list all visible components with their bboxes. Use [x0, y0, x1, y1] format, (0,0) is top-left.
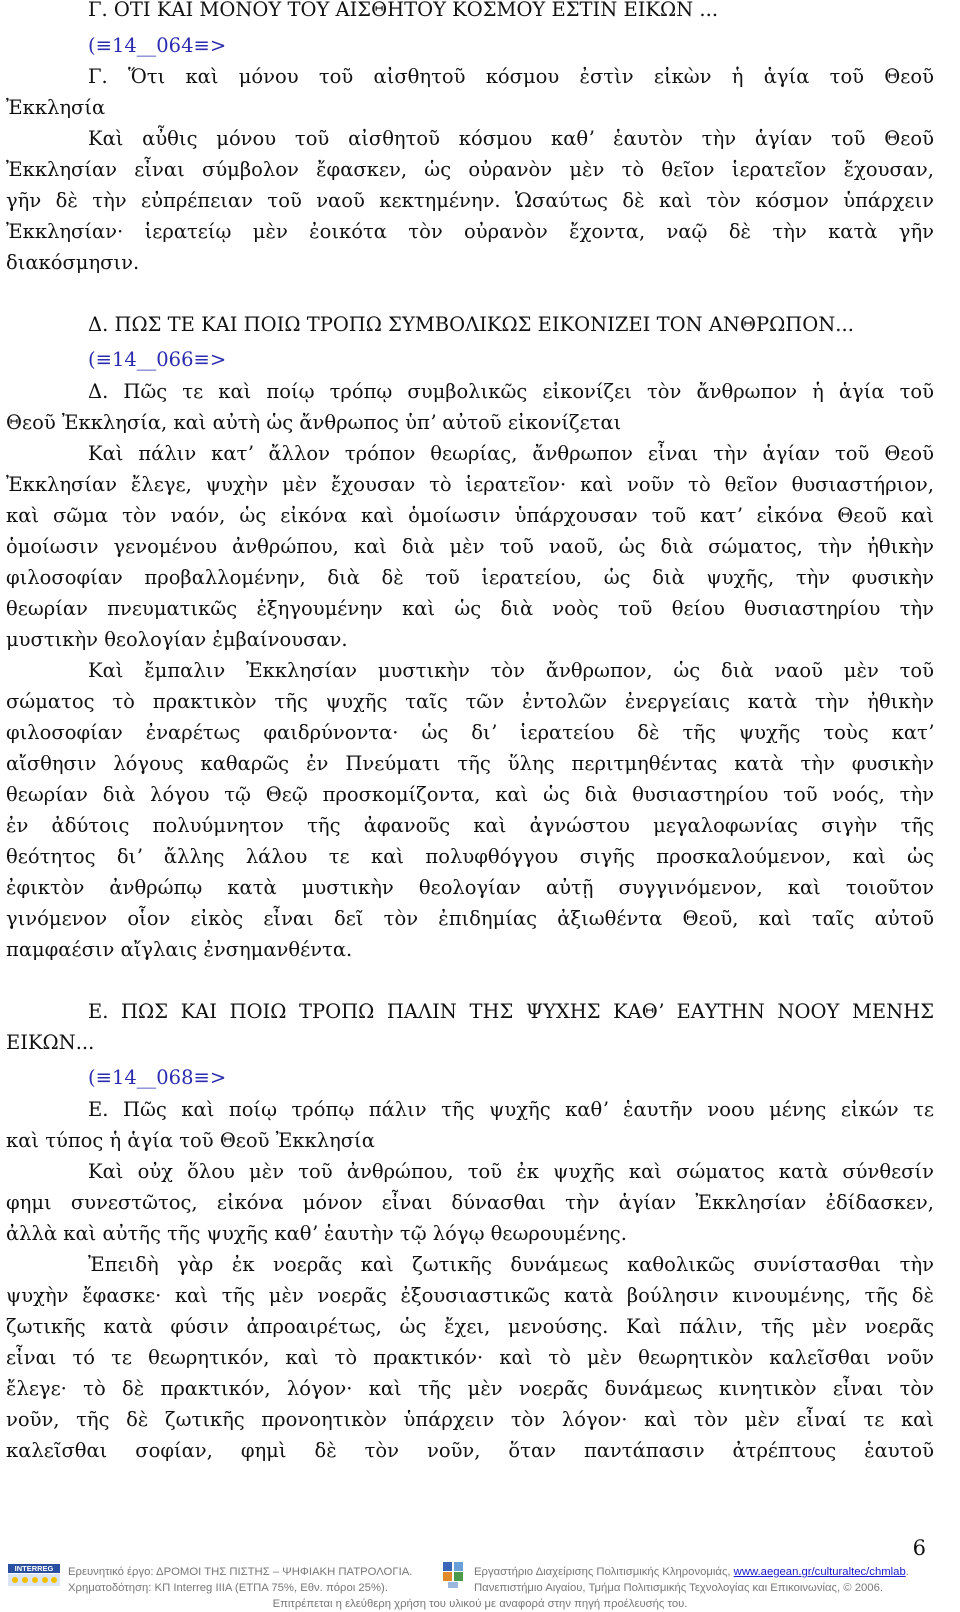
interreg-logo-text: INTERREG — [8, 1564, 60, 1573]
paragraph-line: νοῦν, τῆς δὲ ζωτικῆς προνοητικὸν ὑπάρχειν τὸν λόγον· καὶ τὸν μὲν εἶναί τε καὶ — [6, 1408, 934, 1431]
interreg-logo — [8, 1564, 60, 1586]
paragraph-line: φιλοσοφίαν ἐναρέτως φαιδρύνοντα· ὡς διʼ ἱερατείου δὲ τῆς ψυχῆς τοὺς κατʼ — [6, 721, 934, 744]
paragraph-line: γινόμενον οἷον εἰκὸς εἶναι δεῖ τὸν ἐπιδημίας ἀξιωθέντα Θεοῦ, καὶ ταῖς αὐτοῦ — [6, 907, 934, 930]
reference-marker: (≡14__064≡> — [88, 34, 227, 57]
footer-university-line: Πανεπιστήμιο Αιγαίου, Τμήμα Πολιτισμικής Τεχνολογίας και Επικοινωνίας, © 2006. — [474, 1582, 883, 1594]
section-heading-g: Γ. ΟΤΙ ΚΑΙ ΜΟΝΟΥ ΤΟΥ ΑΙΣΘΗΤΟΥ ΚΟΣΜΟΥ ΕΣΤΙΝ ΕΙΚΩΝ ... — [88, 0, 719, 21]
section-title-g: Ἐκκλησία — [6, 96, 106, 119]
footer-lab-suffix: . — [905, 1566, 909, 1578]
section-title-d: Δ. Πῶς τε καὶ ποίῳ τρόπῳ συμβολικῶς εἰκονίζει τὸν ἄνθρωπον ἡ ἁγία τοῦ — [88, 380, 934, 403]
footer — [0, 1552, 960, 1612]
paragraph-line: αἴσθησιν λόγους καθαρῶς ἐν Πνεύματι τῆς ὕλης περιτμηθέντας κατὰ τὴν φυσικὴν — [6, 752, 934, 775]
paragraph-line: Καὶ αὖθις μόνου τοῦ αἰσθητοῦ κόσμου καθʼ ἑαυτὸν τὴν ἁγίαν τοῦ Θεοῦ — [88, 127, 934, 150]
section-heading-e: Ε. ΠΩΣ ΚΑΙ ΠΟΙΩ ΤΡΟΠΩ ΠΑΛΙΝ ΤΗΣ ΨΥΧΗΣ ΚΑΘʼ ΕΑΥΤΗΝ ΝΟΟΥ ΜΕΝΗΣ — [88, 1000, 934, 1023]
section-title-e: καὶ τύπος ἡ ἁγία τοῦ Θεοῦ Ἐκκλησία — [6, 1129, 375, 1152]
reference-marker: (≡14__066≡> — [88, 348, 227, 371]
section-heading-e: ΕΙΚΩΝ... — [6, 1031, 95, 1054]
paragraph-line: Ἐκκλησίαν· ἱερατείῳ μὲν ἐοικότα τὸν οὐρανὸν ἔχοντα, ναῷ δὲ τὴν κατὰ γῆν — [6, 220, 934, 243]
paragraph-line: παμφαέσιν αἴγλαις ἐνσημανθέντα. — [6, 938, 353, 961]
reference-marker: (≡14__068≡> — [88, 1066, 227, 1089]
paragraph-line: Καὶ ἔμπαλιν Ἐκκλησίαν μυστικὴν τὸν ἄνθρωπον, ὡς διὰ ναοῦ μὲν τοῦ — [88, 659, 934, 682]
section-title-e: Ε. Πῶς καὶ ποίῳ τρόπῳ πάλιν τῆς ψυχῆς καθʼ ἑαυτῆν νοου μένης εἰκών τε — [88, 1098, 934, 1121]
paragraph-line: Καὶ πάλιν κατʼ ἄλλον τρόπον θεωρίας, ἄνθρωπον εἶναι τὴν ἁγίαν τοῦ Θεοῦ — [88, 442, 934, 465]
paragraph-line: ἀλλὰ καὶ αὐτῆς τῆς ψυχῆς καθʼ ἑαυτὴν τῷ λόγῳ θεωρουμένης. — [6, 1222, 627, 1245]
footer-license-line: Επιτρέπεται η ελεύθερη χρήση του υλικού με αναφορά στην πηγή προέλευσής του. — [272, 1598, 688, 1610]
paragraph-line: ὁμοίωσιν γενομένου ἀνθρώπου, καὶ διὰ μὲν τοῦ ναοῦ, ὡς διὰ σώματος, τὴν ἠθικὴν — [6, 535, 934, 558]
page-number: 6 — [912, 1536, 926, 1560]
footer-project-line: Ερευνητικό έργο: ΔΡΟΜΟΙ ΤΗΣ ΠΙΣΤΗΣ – ΨΗΦΙΑΚΗ ΠΑΤΡΟΛΟΓΙΑ. — [68, 1566, 413, 1578]
section-heading-d: Δ. ΠΩΣ ΤΕ ΚΑΙ ΠΟΙΩ ΤΡΟΠΩ ΣΥΜΒΟΛΙΚΩΣ ΕΙΚΟΝΙΖΕΙ ΤΟΝ ΑΝΘΡΩΠΟΝ... — [88, 313, 854, 336]
paragraph-line: εἶναι τό τε θεωρητικόν, καὶ τὸ πρακτικόν· καὶ τὸ μὲν θεωρητικὸν καλεῖσθαι νοῦν — [6, 1346, 934, 1369]
paragraph-line: ἔλεγε· τὸ δὲ πρακτικόν, λόγον· καὶ τῆς μὲν νοερᾶς δυνάμεως κινητικὸν εἶναι τὸν — [6, 1377, 934, 1400]
paragraph-line: καλεῖσθαι σοφίαν, φημὶ δὲ τὸν νοῦν, ὅταν παντάπασιν ἀτρέπτους ἑαυτοῦ — [6, 1439, 934, 1462]
lab-website-link[interactable]: www.aegean.gr/culturaltec/chmlab — [733, 1566, 906, 1578]
footer-funding-line: Χρηματοδότηση: ΚΠ Interreg IIIA (ΕΤΠΑ 75%, Εθν. πόροι 25%). — [68, 1582, 388, 1594]
paragraph-line: ζωτικῆς κατὰ φύσιν ἀπροαιρέτως, ὡς ἔχει, μενούσης. Καὶ πάλιν, τῆς μὲν νοερᾶς — [6, 1315, 934, 1338]
footer-lab-name: Εργαστήριο Διαχείρισης Πολιτισμικής Κληρονομιάς, — [474, 1566, 734, 1578]
paragraph-line: Ἐκκλησίαν ἔλεγε, ψυχὴν μὲν ἔχουσαν τὸ ἱερατεῖον· καὶ νοῦν τὸ θεῖον θυσιαστήριον, — [6, 473, 934, 496]
paragraph-line: θεότητος διʼ ἄλλης λάλου τε καὶ πολυφθόγγου σιγῆς προσκαλούμενον, καὶ ὡς — [6, 845, 934, 868]
paragraph-line: Καὶ οὐχ ὅλου μὲν τοῦ ἀνθρώπου, τοῦ ἐκ ψυχῆς καὶ σώματος κατὰ σύνθεσίν — [88, 1160, 934, 1183]
paragraph-line: μυστικὴν θεολογίαν ἐμβαίνουσαν. — [6, 628, 348, 651]
paragraph-line: Ἐκκλησίαν εἶναι σύμβολον ἔφασκεν, ὡς οὐρανὸν μὲν τὸ θεῖον ἱερατεῖον ἔχουσαν, — [6, 158, 934, 181]
section-title-g: Γ. Ὅτι καὶ μόνου τοῦ αἰσθητοῦ κόσμου ἐστὶν εἰκὼν ἡ ἁγία τοῦ Θεοῦ — [88, 65, 934, 88]
paragraph-line: γῆν δὲ τὴν εὐπρέπειαν τοῦ ναοῦ κεκτημένην. Ὡσαύτως δὲ καὶ τὸν κόσμον ὑπάρχειν — [6, 189, 934, 212]
paragraph-line: ἐν ἀδύτοις πολυύμνητον τῆς ἀφανοῦς καὶ ἀγνώστου μεγαλοφωνίας σιγὴν τῆς — [6, 814, 934, 837]
paragraph-line: διακόσμησιν. — [6, 251, 140, 274]
paragraph-line: φιλοσοφίαν προβαλλομένην, διὰ δὲ τοῦ ἱερατείου, ὡς διὰ ψυχῆς, τὴν φυσικὴν — [6, 566, 934, 589]
paragraph-line: καὶ σῶμα τὸν ναόν, ὡς εἰκόνα καὶ ὁμοίωσιν ὑπάρχουσαν τοῦ κατʼ εἰκόνα Θεοῦ καὶ — [6, 504, 934, 527]
paragraph-line: Ἐπειδὴ γὰρ ἐκ νοερᾶς καὶ ζωτικῆς δυνάμεως καθολικῶς συνίστασθαι τὴν — [88, 1253, 934, 1276]
paragraph-line: φημι συνεστῶτος, εἰκόνα μόνον εἶναι δύνασθαι τὴν ἁγίαν Ἐκκλησίαν ἐδίδασκεν, — [6, 1191, 934, 1214]
paragraph-line: ψυχὴν ἔφασκε· καὶ τῆς μὲν νοερᾶς ἐξουσιαστικῶς κατὰ βούλησιν κινουμένης, τῆς δὲ — [6, 1284, 934, 1307]
paragraph-line: θεωρίαν διὰ λόγου τῷ Θεῷ προσκομίζοντα, καὶ ὡς διὰ θυσιαστηρίου τοῦ νοός, τὴν — [6, 783, 934, 806]
section-title-d: Θεοῦ Ἐκκλησία, καὶ αὐτὴ ὡς ἄνθρωπος ὑπʼ αὐτοῦ εἰκονίζεται — [6, 411, 622, 434]
paragraph-line: σώματος τὸ πρακτικὸν τῆς ψυχῆς ταῖς τῶν ἐντολῶν ἐνεργείαις κατὰ τὴν ἠθικὴν — [6, 690, 934, 713]
paragraph-line: θεωρίαν πνευματικῶς ἐξηγουμένην καὶ ὡς διὰ νοὸς τοῦ θείου θυσιαστηρίου τὴν — [6, 597, 934, 620]
aegean-university-logo — [443, 1562, 465, 1590]
footer-lab-line — [474, 1566, 909, 1578]
paragraph-line: ἐφικτὸν ἀνθρώπῳ κατὰ μυστικὴν θεολογίαν αὐτῇ συγγινόμενον, καὶ τοιοῦτον — [6, 876, 934, 899]
eu-stars-icon — [8, 1574, 60, 1586]
